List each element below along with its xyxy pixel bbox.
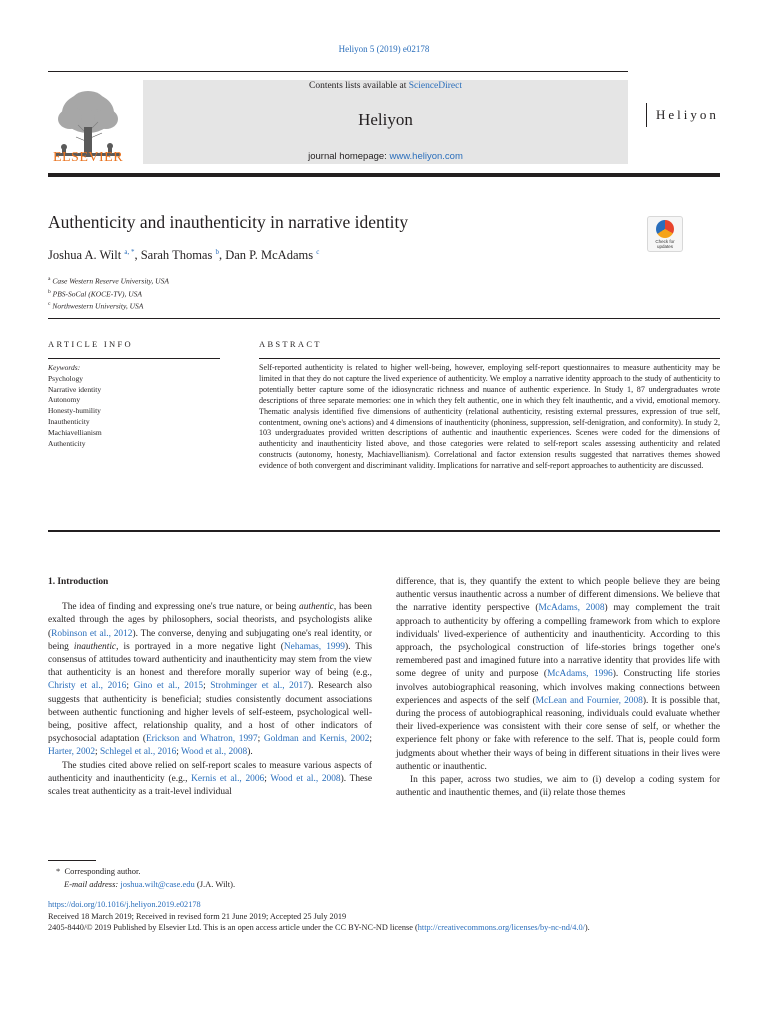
check-updates-icon (656, 220, 674, 238)
author-list (48, 248, 319, 263)
body-column-right (396, 576, 720, 800)
keyword-item: Machiavellianism (48, 427, 102, 437)
citation-link[interactable]: McLean and Fournier, 2008 (535, 695, 643, 706)
citation-link[interactable]: Schlegel et al., 2016 (99, 747, 177, 758)
journal-reference-link[interactable]: Heliyon 5 (2019) e02178 (338, 44, 430, 54)
footnote-rule (48, 860, 96, 861)
article-info-rule (48, 358, 220, 359)
keyword-item: Autonomy (48, 395, 81, 405)
citation-link[interactable]: Christy et al., 2016 (48, 681, 127, 692)
homepage-link[interactable]: www.heliyon.com (389, 151, 463, 162)
license-link[interactable]: http://creativecommons.org/licenses/by-nc-nd/4.0/ (417, 923, 585, 933)
abstract-text: Self-reported authenticity is related to higher well-being, however, employing self-report questionnaires to measure authenticity may be limited in that they do not capture the lived experience of authenticity. We employ a narrative identity approach to the study of authenticity to potentially better capture some of the idiosyncratic richness and nuance of authentic experience. In Study 1, 87 undergraduates wrote descriptions of three separate memories: one in which they felt authentic, one in which they felt inauthentic, and a vivid, emotional memory. Thematic analysis identified five dimensions of authenticity (relational authenticity, resisting external pressures, expression of true self, contentment, owning one's actions) and 4 dimensions of inauthenticity (phoniness, suppression, self-denigration, and conformity). In study 2, 103 undergraduates provided written descriptions of authentic and inauthentic experiences. Scenes were coded for the dimensions of authenticity and inauthenticity listed above, and those categories were related to self-report scales assessing authenticity and related constructs (autonomy, honesty, Machiavellianism). Correlational and factor extension results suggested that narratives themes showed evidence of both convergent and discriminant validity. Implications for narrative and self-report approaches to authenticity are discussed. (259, 363, 720, 471)
email-label: E-mail address: (64, 879, 119, 889)
homepage-line (143, 151, 628, 162)
citation-link[interactable]: Harter, 2002 (48, 747, 96, 758)
citation-link[interactable]: Robinson et al., 2012 (51, 628, 133, 639)
citation-link[interactable]: Wood et al., 2008 (270, 773, 341, 784)
citation-link[interactable]: McAdams, 2008 (538, 603, 605, 614)
license-suffix: ). (584, 923, 590, 933)
contents-prefix: Contents lists available at (308, 81, 409, 91)
emphasis-text: inauthentic (73, 641, 117, 652)
journal-name: Heliyon (358, 110, 413, 129)
email-link[interactable]: joshua.wilt@case.edu (120, 879, 195, 889)
keyword-item: Inauthenticity (48, 416, 90, 426)
check-for-updates-button[interactable] (647, 216, 683, 252)
keywords-block (48, 363, 220, 449)
keywords-label: Keywords: (48, 363, 81, 372)
license-line (48, 922, 728, 934)
author-name[interactable]: Joshua A. Wilt (48, 248, 122, 263)
author-affil-sup[interactable]: b (215, 248, 219, 256)
received-dates: Received 18 March 2019; Received in revised form 21 June 2019; Accepted 25 July 2019 (48, 911, 347, 921)
citation-link[interactable]: Nehamas, 1999 (283, 641, 345, 652)
citation-link[interactable]: Erickson and Whatron, 1997 (145, 734, 258, 745)
license-prefix: 2405-8440/© 2019 Published by Elsevier Ltd. This is an open access article under the CC BY-NC-ND license ( (48, 923, 418, 933)
body-paragraph: difference, that is, they quantify the extent to which people believe they are being authentic versus inauthentic across a number of different dimensions. We believe that the narrative identity perspective (McAdams, 2008) may complement the trait approach to authenticity by offering a compelling framework from which to explore individuals' lived-experience of authenticity and inauthenticity. According to this approach, the psychological construction of life-stories brings together one's remembered past and imagined future into a narrative identity that provides life with some degree of unity and purpose (McAdams, 1996). Constructing life stories involves autobiographical reasoning, which involves making connections between experiences and aspects of the self (McLean and Fournier, 2008). It is possible that, during the process of autobiographical reasoning, individuals could evaluate whether their lived-experience was consistent with their core sense of self, or whether the experience felt phony or fake with reference to the self. That is, people could form judgments about whether their ways of being in different situations in their lives were authentic or inauthentic. (396, 577, 721, 772)
contents-line (143, 81, 628, 91)
header-bottom-rule (48, 173, 720, 177)
citation-link[interactable]: Gino et al., 2015 (133, 681, 204, 692)
citation-link[interactable]: Goldman and Kernis, 2002 (263, 734, 370, 745)
heliyon-journal-mark: Heliyon (646, 103, 719, 127)
footnote-marker: * (56, 866, 61, 876)
affiliation-item: $^a$ Case Western Reserve University, USA (48, 276, 169, 286)
email-suffix: (J.A. Wilt). (194, 879, 236, 889)
body-paragraph: The idea of finding and expressing one's true nature, or being authentic, has been exalted through the ages by philosophers, social theorists, and psychologists alike (Robinson et al., 2012). The converse, denying and subjugating one's real identity, or being inauthentic, is portrayed in a more negative light (Nehamas, 1999). This consensus of attitudes toward authenticity and inauthenticity may stem from the view that authenticity is an honest and therefore morally superior way of being (e.g., Christy et al., 2016; Gino et al., 2015; Strohminger et al., 2017). Research also suggests that authenticity is beneficial; studies consistently document associations between authentic functioning and higher levels of self-esteem, psychological well-being, positive affect, relationship quality, and a host of other indicators of psychosocial adaptation (Erickson and Whatron, 1997; Goldman and Kernis, 2002; Harter, 2002; Schlegel et al., 2016; Wood et al., 2008). (48, 602, 372, 758)
author-sep: , (134, 248, 141, 263)
abstract-rule (259, 358, 720, 359)
affiliation-item: $^b$ PBS-SoCal (KOCE-TV), USA (48, 288, 142, 298)
publication-footer (48, 899, 728, 934)
author-name[interactable]: Sarah Thomas (140, 248, 213, 263)
header-top-rule (48, 71, 628, 72)
email-line (56, 878, 235, 891)
section-heading: 1. Introduction (48, 577, 109, 587)
keyword-item: Honesty-humility (48, 406, 101, 416)
corresponding-label: Corresponding author. (64, 866, 141, 876)
check-updates-label: Check for updates (655, 239, 675, 249)
doi-link[interactable]: https://doi.org/10.1016/j.heliyon.2019.e02178 (48, 900, 201, 909)
homepage-prefix: journal homepage: (308, 151, 390, 162)
citation-link[interactable]: Kernis et al., 2006 (191, 773, 265, 784)
abstract-heading: ABSTRACT (259, 339, 322, 349)
abstract-bottom-rule (48, 530, 720, 532)
keyword-item: Narrative identity (48, 384, 102, 394)
author-sep: , (218, 248, 226, 263)
citation-link[interactable]: McAdams, 1996 (547, 669, 613, 680)
body-paragraph: The studies cited above relied on self-report scales to measure various aspects of authenticity and inauthenticity (e.g., Kernis et al., 2006; Wood et al., 2008). These scales treat authenticity as a trait-level individual (48, 760, 372, 798)
emphasis-text: authentic (299, 602, 334, 613)
sciencedirect-link[interactable]: ScienceDirect (408, 81, 462, 91)
affiliation-list (48, 274, 169, 312)
keyword-item: Psychology (48, 373, 84, 383)
body-paragraph: In this paper, across two studies, we aim to (i) develop a coding system for authentic and inauthentic themes, and (ii) relate those themes (396, 775, 720, 799)
author-affil-sup[interactable]: a, * (124, 248, 135, 256)
corresponding-author-note (56, 865, 235, 878)
footnote (56, 865, 235, 891)
citation-link[interactable]: Strohminger et al., 2017 (210, 681, 308, 692)
affiliation-item: $^c$ Northwestern University, USA (48, 301, 144, 311)
citation-link[interactable]: Wood et al., 2008 (181, 747, 248, 758)
info-top-rule (48, 318, 720, 319)
body-column-left (48, 576, 372, 799)
left-column-paragraphs (48, 601, 372, 799)
elsevier-wordmark[interactable]: ELSEVIER (52, 150, 124, 165)
author-name[interactable]: Dan P. McAdams (225, 248, 314, 263)
keyword-item: Authenticity (48, 438, 86, 448)
article-info-heading: ARTICLE INFO (48, 339, 133, 349)
author-affil-sup[interactable]: c (316, 248, 320, 256)
article-title: Authenticity and inauthenticity in narrative identity (48, 212, 409, 232)
